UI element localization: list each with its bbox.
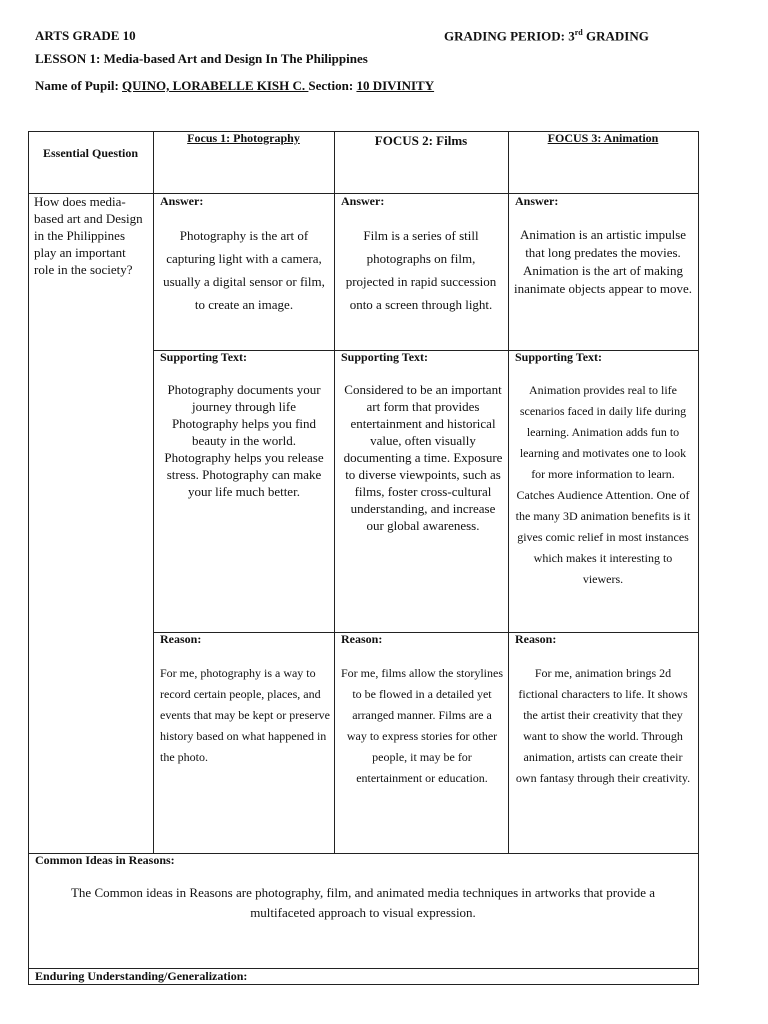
answer-photography: Photography is the art of capturing light with a camera, usually a digital sensor or film, to create an image. (163, 228, 325, 312)
grid-line (698, 131, 699, 984)
answer-label: Answer: (515, 194, 559, 208)
grading-period-suffix: GRADING (582, 28, 649, 44)
supporting-animation: Animation provides real to life scenarios faced in daily life during learning. Animation adds fun to learning and motivates one to look for more information to learn. Catches Audience Attention. One of the many 3D animation benefits is it gives comic relief in most instances which makes it interesting to viewers. (515, 383, 691, 586)
essential-question-text: How does media-based art and Design in the Philippines play an important role in the society? (34, 194, 143, 277)
supporting-text-label: Supporting Text: (160, 350, 248, 364)
supporting-films: Considered to be an important art form that provides entertainment and historical value, often visually documenting a time. Exposure to diverse viewpoints, such as films, foster cross-cultural understanding, and increase our global awareness. (343, 382, 503, 533)
reason-label: Reason: (160, 632, 202, 646)
reason-photography: For me, photography is a way to record certain people, places, and events that may be kept or preserve history based on what happened in the photo. (160, 666, 330, 764)
enduring-understanding-label: Enduring Understanding/Generalization: (35, 969, 248, 983)
common-ideas-text: The Common ideas in Reasons are photography, film, and animated media techniques in artworks that provide a multifaceted approach to visual expression. (70, 885, 655, 920)
grid-line (28, 984, 699, 985)
answer-label: Answer: (341, 194, 385, 208)
grading-period-sup: rd (574, 28, 583, 37)
reason-label: Reason: (515, 632, 557, 646)
supporting-photography: Photography documents your journey through life Photography helps you find beauty in the world. Photography helps you release stress. Photography can make your life much better. (164, 382, 324, 499)
pupil-label: Name of Pupil: (35, 78, 123, 93)
reason-label: Reason: (341, 632, 383, 646)
reason-animation: For me, animation brings 2d fictional characters to life. It shows the artist their creativity that they want to show the world. Through animation, artists can create their own fantasy through their creativity. (515, 666, 691, 785)
grid-line (153, 131, 154, 853)
subject-title: ARTS GRADE 10 (35, 28, 136, 43)
focus-1-header: Focus 1: Photography (187, 131, 300, 145)
answer-films: Film is a series of still photographs on film, projected in rapid succession onto a screen through light. (345, 228, 497, 312)
lesson-title: LESSON 1: Media-based Art and Design In The Philippines (35, 51, 368, 66)
grid-line (334, 131, 335, 853)
grid-line (508, 131, 509, 853)
common-ideas-label: Common Ideas in Reasons: (35, 853, 175, 867)
pupil-name: QUINO, LORABELLE KISH C. (122, 78, 309, 93)
pupil-line (35, 78, 434, 94)
focus-3-header: FOCUS 3: Animation (547, 131, 659, 145)
grading-period (444, 28, 649, 44)
focus-2-header: FOCUS 2: Films (374, 133, 468, 148)
supporting-text-label: Supporting Text: (341, 350, 429, 364)
answer-animation: Animation is an artistic impulse that long predates the movies. Animation is the art of making inanimate objects appear to move. (514, 227, 692, 296)
grading-period-prefix: GRADING PERIOD: 3 (444, 28, 575, 44)
reason-films: For me, films allow the storylines to be flowed in a detailed yet arranged manner. Films are a way to express stories for other people, it may be for entertainment or education. (341, 666, 503, 785)
supporting-text-label: Supporting Text: (515, 350, 603, 364)
grid-line (153, 632, 699, 633)
answer-label: Answer: (160, 194, 204, 208)
grid-line (28, 131, 29, 984)
section-value: 10 DIVINITY (356, 78, 435, 93)
section-label: Section: (308, 78, 357, 93)
essential-question-header: Essential Question (42, 146, 138, 160)
